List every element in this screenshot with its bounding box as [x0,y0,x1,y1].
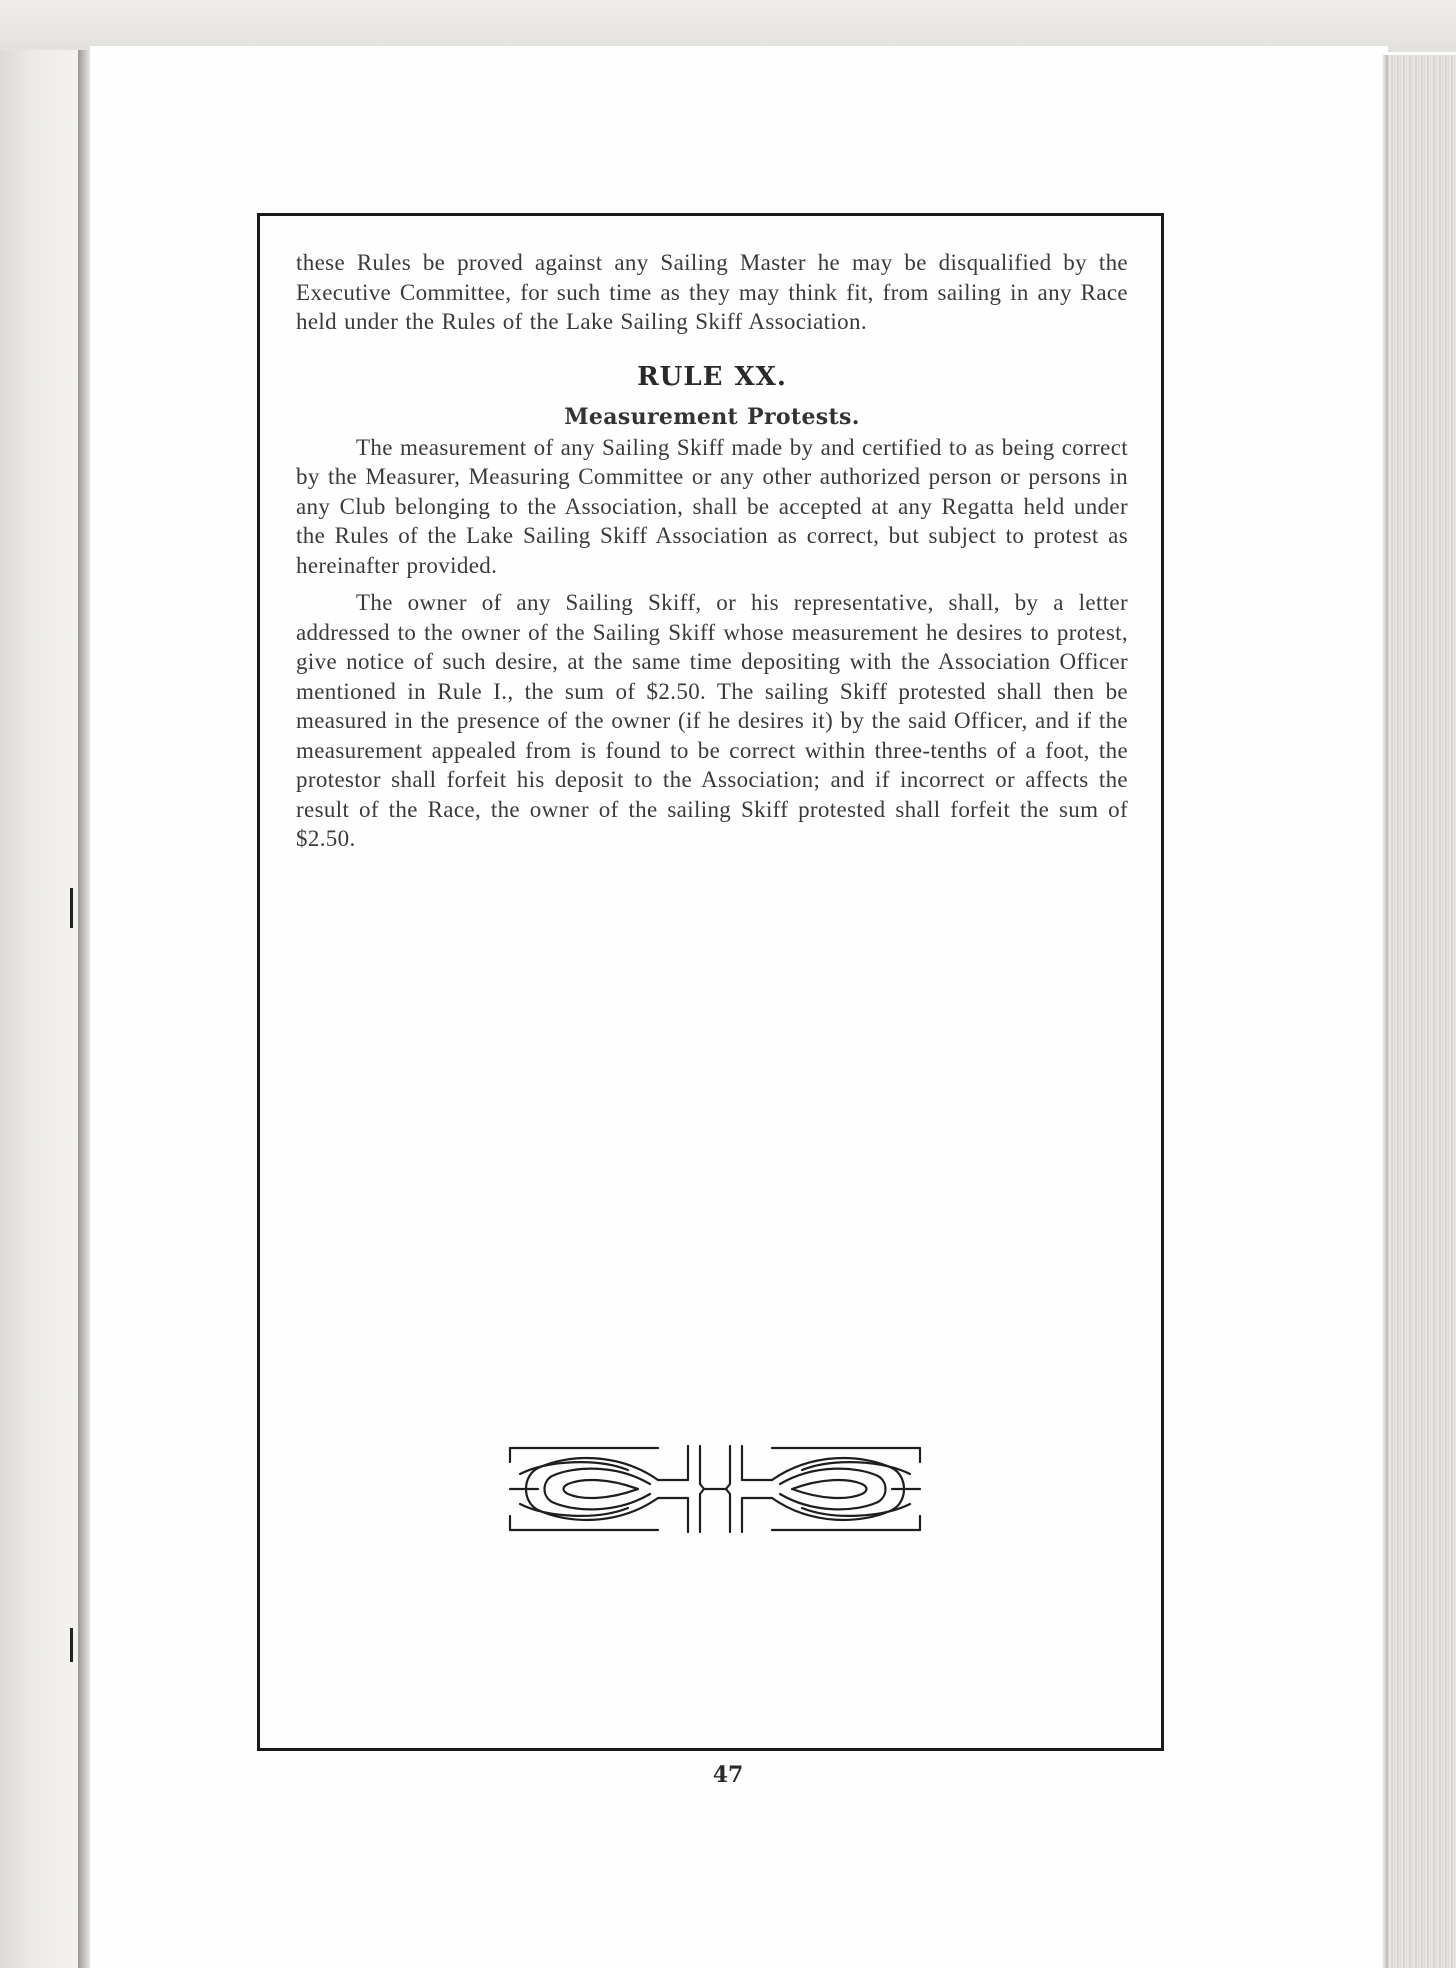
binding-mark [70,888,73,928]
rule-subtitle: Measurement Protests. [564,403,860,430]
rule-title: RULE XX. [637,361,787,392]
decorative-scroll-ornament-icon [508,1444,922,1534]
scan-top-edge [0,0,1456,52]
page-stack-edge [1388,55,1456,1968]
continued-paragraph: these Rules be proved against any Sailing Master he may be disqualified by the Executive Committee, for such time as they may think fit, from sailing in any Race held under the Rules of the Lake Sailing Skiff Association. [296,250,1128,334]
facing-page-edge [0,50,80,1968]
binding-mark [70,1628,73,1662]
page-number: 47 [712,1762,744,1788]
page-body-text [296,248,1128,854]
rule-paragraph: The measurement of any Sailing Skiff made by and certified to as being correct by the Measurer, Measuring Committee or any other authorized person or persons in any Club belonging to the Association, shall be accepted at any Regatta held under the Rules of the Lake Sailing Skiff Association as correct, but subject to protest as hereinafter provided. [296,434,1128,578]
rule-paragraph: The owner of any Sailing Skiff, or his representative, shall, by a letter addressed to the owner of the Sailing Skiff whose measurement he desires to protest, give notice of such desire, at the same time depositing with the Association Officer mentioned in Rule I., the sum of $2.50. The sailing Skiff protested shall then be measured in the presence of the owner (if he desires it) by the said Officer, and if the measurement appealed from is found to be correct within three-tenths of a foot, the protestor shall forfeit his deposit to the Association; and if incorrect or affects the result of the Race, the owner of the sailing Skiff protested shall forfeit the sum of $2.50. [296,590,1128,851]
